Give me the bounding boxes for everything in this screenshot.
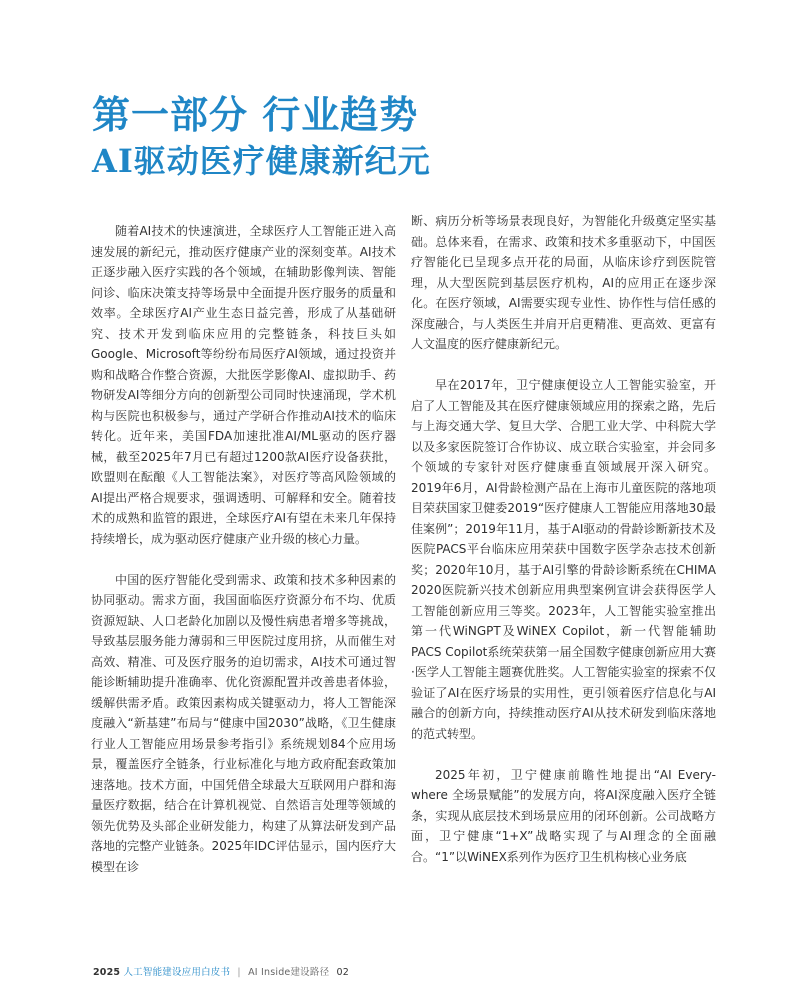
paragraph-continuation: 断、病历分析等场景表现良好，为智能化升级奠定坚实基础。总体来看，在需求、政策和技术多重驱动下，中国医疗智能化已呈现多点开花的局面，从临床诊疗到医院管理，从大型医院到基层医疗机构，AI的应用正在逐步深化。在医疗领域，AI需要实现专业性、协作性与信任感的深度融合，与人类医生并肩开启更精准、更高效、更富有人文温度的医疗健康新纪元。 [411, 214, 716, 351]
chapter-title [92, 92, 431, 182]
footer-subtitle: AI Inside建设路径 [248, 967, 330, 978]
page-footer [93, 964, 349, 978]
right-column [411, 211, 716, 888]
footer-book-title: 人工智能建设应用白皮书 [123, 967, 231, 978]
left-column [91, 211, 396, 898]
footer-separator: | [237, 967, 241, 978]
page-number: 02 [336, 967, 350, 978]
paragraph-china-drivers: 中国的医疗智能化受到需求、政策和技术多种因素的协同驱动。需求方面，我国面临医疗资源分布不均、优质资源短缺、人口老龄化加剧以及慢性病患者增多等挑战，导致基层服务能力薄弱和三甲医院过度用挤，从而催生对高效、精准、可及医疗服务的迫切需求，AI技术可通过智能诊断辅助提升准确率、优化资源配置并改善患者体验，缓解供需矛盾。政策因素构成关键驱动力，将人工智能深度融入“新基建”布局与“健康中国2030”战略，《卫生健康行业人工智能应用场景参考指引》系统规划84个应用场景，覆盖医疗全链条，行业标准化与地方政府配套政策加速落地。技术方面，中国凭借全球最大互联网用户群和海量医疗数据，结合在计算机视觉、自然语言处理等领域的领先优势及头部企业研发能力，构建了从算法研发到产品落地的完整产业链条。2025年IDC评估显示，国内医疗大模型在诊 [91, 572, 396, 874]
footer-year: 2025 [93, 967, 121, 978]
chapter-heading: 第一部分 行业趋势 [92, 92, 419, 137]
paragraph-ai-lab-history: 早在2017年，卫宁健康便设立人工智能实验室，开启了人工智能及其在医疗健康领域应用的探索之路，先后与上海交通大学、复旦大学、合肥工业大学、中科院大学以及多家医院签订合作协议、成立联合实验室，并会同多个领域的专家针对医疗健康垂直领域展开深入研究。2019年6月，AI骨龄检测产品在上海市儿童医院的落地项目荣获国家卫健委2019“医疗健康人工智能应用落地30最佳案例”；2019年11月，基于AI驱动的骨龄诊断新技术及医院PACS平台临床应用荣获中国数字医学杂志技术创新奖；2020年10月，基于AI引擎的骨龄诊断系统在CHIMA 2020医院新兴技术创新应用典型案例宣讲会获得医学人工智能创新应用三等奖。2023年，人工智能实验室推出第一代WiNGPT及WiNEX Copilot，新一代智能辅助PACS Copilot系统荣获第一届全国数字健康创新应用大赛·医学人工智能主题赛优胜奖。人工智能实验室的探索不仅验证了AI在医疗场景的实用性，更引领着医疗信息化与AI融合的创新方向，持续推动医疗AI从技术研发到临床落地的范式转型。 [411, 378, 716, 741]
paragraph-global-ai: 随着AI技术的快速演进，全球医疗人工智能正进入高速发展的新纪元，推动医疗健康产业的深刻变革。AI技术正逐步融入医疗实践的各个领域，在辅助影像判读、智能问诊、临床决策支持等场景中全面提升医疗服务的质量和效率。全球医疗AI产业生态日益完善，形成了从基础研究、技术开发到临床应用的完整链条，科技巨头如Google、Microsoft等纷纷布局医疗AI领域，通过投资并购和战略合作整合资源，大批医学影像AI、虚拟助手、药物研发AI等细分方向的创新型公司同时快速涌现，学术机构与医院也积极参与，通过产学研合作推动AI技术的临床转化。近年来，美国FDA加速批准AI/ML驱动的医疗器械，截至2025年7月已有超过1200款AI医疗设备获批，欧盟则在酝酿《人工智能法案》，对医疗等高风险领域的AI提出严格合规要求，强调透明、可解释和安全。随着技术的成熟和监管的跟进，全球医疗AI有望在未来几年保持持续增长，成为驱动医疗健康产业升级的核心力量。 [91, 224, 396, 546]
chapter-subheading: AI驱动医疗健康新纪元 [92, 142, 431, 180]
paragraph-ai-everywhere: 2025年初，卫宁健康前瞻性地提出“AI Every-where 全场景赋能”的发展方向，将AI深度融入医疗全链条，实现从底层技术到场景应用的闭环创新。公司战略方面，卫宁健康“1+X”战略实现了与AI理念的全面融合。“1”以WiNEX系列作为医疗卫生机构核心业务底 [411, 767, 716, 864]
